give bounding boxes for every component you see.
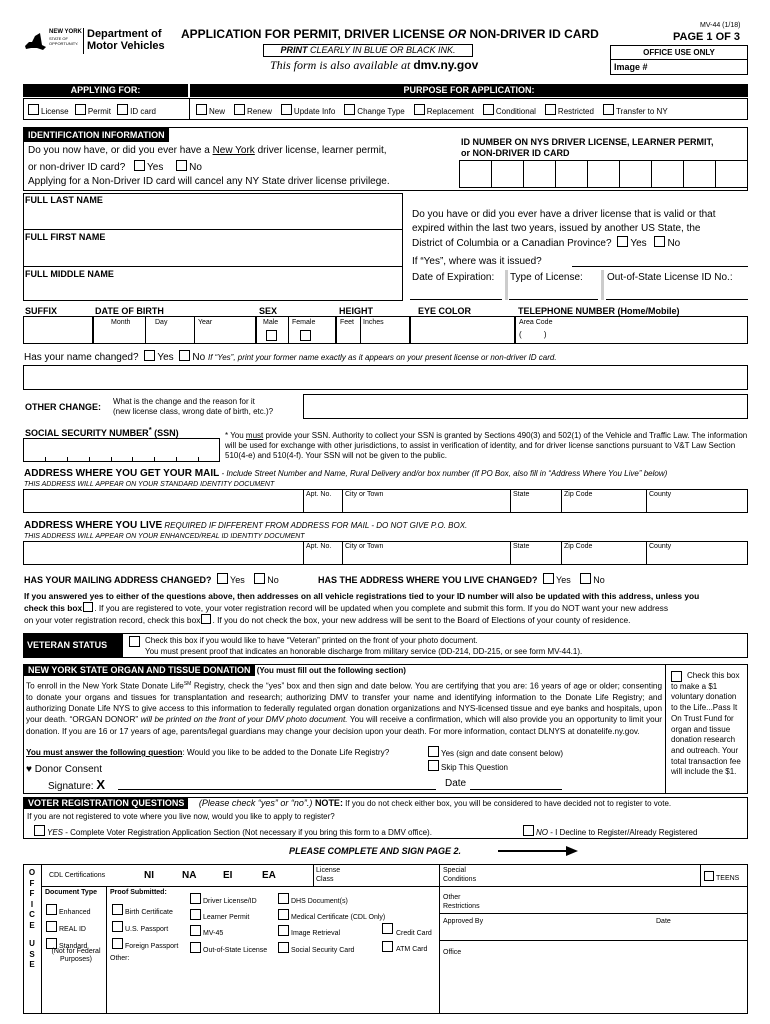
height-label: HEIGHT: [339, 306, 374, 316]
mailing-changed-question: HAS YOUR MAILING ADDRESS CHANGED?: [24, 575, 212, 585]
suffix-field[interactable]: [23, 316, 93, 344]
purpose-conditional-checkbox[interactable]: Conditional: [483, 104, 536, 116]
mail-address-field[interactable]: [23, 489, 748, 513]
nys-license-question-2: or non-driver ID card?: [28, 162, 126, 173]
office-use-letter: E: [29, 920, 35, 930]
ssn-digit-ticks: [23, 438, 220, 462]
approved-by-label: Approved By: [443, 918, 484, 925]
veteran-line-2: You must present proof that indicates an honorable discharge from military service (DD-214, DD-215, or see form MV-44.1).: [145, 647, 583, 656]
other-proof-label: Other:: [110, 955, 130, 962]
form-title: APPLICATION FOR PERMIT, DRIVER LICENSE OR NON-DRIVER ID CARD: [181, 27, 599, 41]
credit-card-checkbox[interactable]: [382, 923, 393, 934]
foreign-passport-checkbox[interactable]: Foreign Passport: [112, 943, 178, 950]
first-name-label: FULL FIRST NAME: [25, 232, 106, 242]
veteran-title: VETERAN STATUS: [24, 634, 123, 657]
date-label: Date: [445, 778, 467, 789]
purpose-transfer-checkbox[interactable]: Transfer to NY: [603, 104, 668, 116]
where-issued-label: If “Yes”, where was it issued?: [412, 256, 542, 267]
cdl-na: NA: [182, 870, 197, 881]
mv45-checkbox[interactable]: MV-45: [190, 930, 223, 937]
donation-side-line: organ and tissue: [671, 724, 731, 734]
heart-icon: ♥: [26, 764, 32, 775]
mail-county-label: County: [649, 491, 672, 498]
name-changed-no-checkbox[interactable]: No: [179, 352, 205, 363]
ssn-tick: [132, 457, 133, 462]
office-use-vertical: [23, 868, 41, 971]
live-zip-label: Zip Code: [564, 543, 593, 550]
live-changed-question: HAS THE ADDRESS WHERE YOU LIVE CHANGED?: [318, 575, 538, 585]
sex-male-label: Male: [263, 319, 279, 326]
area-code-parens: ( ): [519, 330, 547, 339]
dob-month-label: Month: [111, 319, 131, 326]
height-feet-label: Feet: [340, 319, 355, 326]
page-number: PAGE 1 OF 3: [673, 31, 741, 43]
area-code-label: Area Code: [519, 319, 553, 326]
ssn-note: * You must provide your SSN. Authority to collect your SSN is granted by Sections 490(3) and 502(1) of the Vehicle and Traffic Law. The information will be used for exchange with other jurisdictions, to assist in verification of identity, and for driver license sanctions pursuant to V&T Law Section 510(4-e) and 510(4-f). Your SSN will not be given to the public.: [225, 431, 748, 460]
purpose-change-type-checkbox[interactable]: Change Type: [344, 104, 404, 116]
dl-id-checkbox[interactable]: Driver License/ID: [190, 898, 257, 905]
dept-label-1: Department of: [87, 28, 162, 40]
office-label: Office: [443, 949, 462, 956]
name-changed-note: If “Yes”, print your former name exactly as it appears on your present license or non-driver ID card.: [208, 353, 557, 362]
dhs-doc-checkbox[interactable]: DHS Document(s): [278, 898, 348, 905]
donation-side-line: donation research: [671, 735, 736, 745]
mail-apt-label: Apt. No.: [306, 491, 332, 498]
donation-side-line: Check this box: [687, 671, 740, 680]
other-change-q1: What is the change and the reason for it: [113, 397, 255, 406]
id-number-field[interactable]: [459, 160, 748, 188]
organ-date-field[interactable]: [470, 789, 562, 790]
name-changed-yes-checkbox[interactable]: Yes: [144, 352, 173, 363]
where-issued-field[interactable]: [572, 266, 748, 267]
organ-title: NEW YORK STATE ORGAN AND TISSUE DONATION (You must fill out the following section): [24, 665, 406, 675]
office-use-letter: F: [29, 878, 35, 888]
arrow-right-icon: [498, 846, 578, 856]
enhanced-checkbox[interactable]: Enhanced: [46, 909, 91, 916]
middle-name-label: FULL MIDDLE NAME: [25, 269, 114, 279]
realid-checkbox[interactable]: REAL ID: [46, 926, 86, 933]
office-use-letter: O: [28, 868, 36, 877]
office-use-letter: I: [30, 899, 34, 909]
former-name-field[interactable]: [23, 365, 748, 390]
ss-card-checkbox[interactable]: Social Security Card: [278, 947, 354, 954]
doc-type-label: Document Type: [45, 889, 97, 896]
last-name-field[interactable]: [24, 206, 402, 228]
special-cond-label: Special Conditions: [443, 867, 477, 883]
voter-question: If you are not registered to vote where you live now, would you like to apply to register?: [27, 812, 335, 821]
other-license-question: Do you have or did you ever have a driver license that is valid or that expired within the last two years, issued by another US State, the District of Columbia or a Canadian Province? Yes No: [412, 209, 716, 249]
oos-license-label: Out-of-State License ID No.:: [607, 272, 733, 283]
mail-zip-label: Zip Code: [564, 491, 593, 498]
first-name-field[interactable]: [24, 243, 402, 265]
ssn-tick: [111, 457, 112, 462]
id-number-label-1: ID NUMBER ON NYS DRIVER LICENSE, LEARNER PERMIT,: [461, 137, 714, 147]
phone-label: TELEPHONE NUMBER (Home/Mobile): [518, 306, 680, 316]
mail-address-heading: ADDRESS WHERE YOU GET YOUR MAIL - Include Street Number and Name, Rural Delivery and/or box number (If PO Box, also fill in “Address Where You Live” below): [24, 468, 668, 479]
voter-no-checkbox[interactable]: NO - I Decline to Register/Already Registered: [523, 828, 697, 837]
office-use-letter: U: [29, 939, 35, 948]
sex-female-checkbox[interactable]: [300, 330, 311, 341]
other-restrictions-label: Other Restrictions: [443, 894, 480, 910]
complete-page2-note: PLEASE COMPLETE AND SIGN PAGE 2.: [289, 846, 462, 856]
skip-registration-update-checkbox[interactable]: [83, 602, 93, 612]
donation-side-line: voluntary donation: [671, 692, 737, 702]
other-license-no-checkbox[interactable]: No: [654, 238, 680, 249]
skip-voter-update-checkbox[interactable]: [201, 614, 211, 624]
id-number-label-2: or NON-DRIVER ID CARD: [461, 148, 570, 158]
eye-color-field[interactable]: [410, 316, 515, 344]
address-change-notice: If you answered yes to either of the questions above, then addresses on all vehicle registrations tied to your ID number will also be updated with this address, unless you check this box . If you are registered to vote, your voter registration record will be updated when you complete and submit this form. If you do NOT want your new address on your voter registration record, check this box . If you do not check the box, your new address will be sent to the Board of Elections of your county of residence.: [24, 591, 700, 625]
learner-permit-checkbox[interactable]: Learner Permit: [190, 914, 249, 921]
dob-day-label: Day: [155, 319, 168, 326]
donor-consent-label: ♥ Donor Consent: [26, 764, 102, 775]
print-instruction: PRINT CLEARLY IN BLUE OR BLACK INK.: [263, 44, 473, 57]
office-use-letter: E: [29, 960, 35, 969]
signature-field[interactable]: [118, 789, 436, 790]
other-change-label: OTHER CHANGE:: [25, 402, 101, 412]
approved-date-label: Date: [656, 918, 671, 925]
donation-side-line: and outreach. Your: [671, 745, 739, 755]
license-type-field[interactable]: [509, 299, 598, 300]
ssn-label: SOCIAL SECURITY NUMBER* (SSN): [25, 425, 179, 438]
proof-label: Proof Submitted:: [110, 889, 167, 896]
eye-color-label: EYE COLOR: [418, 306, 472, 316]
expiration-label: Date of Expiration:: [412, 272, 495, 283]
image-retrieval-checkbox[interactable]: Image Retrieval: [278, 930, 340, 937]
live-changed-no-checkbox[interactable]: No: [580, 575, 605, 585]
sex-female-label: Female: [292, 319, 316, 326]
donation-side-line: to the Life...Pass It: [671, 703, 738, 713]
live-apt-label: Apt. No.: [306, 543, 332, 550]
id-card-checkbox[interactable]: ID card: [117, 107, 156, 116]
purpose-update-checkbox[interactable]: Update Info: [281, 104, 335, 116]
nys-license-yes-checkbox[interactable]: Yes: [134, 162, 163, 173]
live-city-label: City or Town: [345, 543, 384, 550]
license-type-label: Type of License:: [510, 272, 583, 283]
purpose-bar: PURPOSE FOR APPLICATION:: [190, 84, 748, 97]
mail-state-label: State: [513, 491, 530, 498]
atm-card-label: ATM Card: [396, 946, 428, 953]
office-use-letter: [23, 931, 41, 939]
office-use-box: OFFICE USE ONLY Image #: [610, 45, 748, 75]
cdl-ea: EA: [262, 870, 276, 881]
other-change-field[interactable]: [303, 394, 748, 419]
cdl-ei: EI: [223, 870, 233, 881]
nys-license-no-checkbox[interactable]: No: [176, 162, 202, 173]
donation-side-line: to make a $1: [671, 681, 718, 691]
sex-label: SEX: [259, 306, 278, 316]
mailing-changed-yes-checkbox[interactable]: Yes: [217, 575, 245, 585]
credit-card-label: Credit Card: [396, 930, 432, 937]
voter-heading: VOTER REGISTRATION QUESTIONS (Please check “yes” or “no”.) NOTE: If you do not check either box, you will be considered to have decided not to register to vote.: [24, 798, 671, 808]
purpose-replacement-checkbox[interactable]: Replacement: [414, 104, 474, 116]
oos-license-field[interactable]: [606, 299, 748, 300]
dob-label: DATE OF BIRTH: [95, 306, 164, 316]
atm-card-checkbox[interactable]: [382, 941, 393, 952]
ssn-tick: [154, 457, 155, 462]
standard-checkbox[interactable]: Standard: [46, 943, 87, 950]
ny-state-map-icon: [23, 30, 47, 54]
dmv-logo: [23, 28, 173, 58]
office-use-letter: F: [29, 889, 35, 898]
mail-city-label: City or Town: [345, 491, 384, 498]
cdl-cert-label: CDL Certifications: [49, 872, 106, 879]
last-name-label: FULL LAST NAME: [25, 195, 103, 205]
donation-side-line: On Trust Fund for: [671, 713, 734, 723]
oos-license-checkbox[interactable]: Out-of-State License: [190, 947, 267, 954]
ssn-tick: [67, 457, 68, 462]
veteran-line-1: Check this box if you would like to have “Veteran” printed on the front of your photo document.: [145, 636, 478, 645]
height-inches-label: Inches: [363, 319, 384, 326]
live-address-heading: ADDRESS WHERE YOU LIVE REQUIRED IF DIFFERENT FROM ADDRESS FOR MAIL - DO NOT GIVE P.O. BOX.: [24, 520, 468, 531]
permit-checkbox[interactable]: Permit: [75, 107, 111, 116]
purpose-renew-checkbox[interactable]: Renew: [234, 104, 272, 116]
ssn-tick: [176, 457, 177, 462]
ny-state-sub: STATE OF OPPORTUNITY.: [49, 36, 79, 46]
organ-question: : Would you like to be added to the Donate Life Registry?: [182, 748, 390, 757]
us-passport-checkbox[interactable]: U.S. Passport: [112, 926, 168, 933]
purpose-new-checkbox[interactable]: New: [196, 104, 225, 116]
organ-paragraph: To enroll in the New York State Donate Life℠ Registry, check the “yes” box and then sign and date below. You are certifying that you are: 16 years of age or older; consenting to donate your organs and tissues for transplantation and research; authorizing DMV to transfer your name and identifying information to the Donate Life Registry; and authorizing Donate Life NYS to give access to this information to federally regulated organ donation organizations and NYS-licensed tissue and eye banks and hospitals, upon your death. “ORGAN DONOR” will be printed on the front of your DMV photo document. You will receive a confirmation, which will also provide you an opportunity to limit your donation. If you are 16 or 17 years of age, parents/legal guardians may change your decision upon your death. For more information, contact DLNYS at donatelife.ny.gov.: [26, 681, 662, 736]
live-address-sub: THIS ADDRESS WILL APPEAR ON YOUR ENHANCED/REAL ID IDENTITY DOCUMENT: [24, 533, 305, 540]
live-county-label: County: [649, 543, 672, 550]
middle-name-field[interactable]: [24, 280, 402, 300]
voter-yes-checkbox[interactable]: YES - Complete Voter Registration Application Section (Not necessary if you bring this form to a DMV office).: [34, 828, 432, 837]
organ-skip-checkbox[interactable]: Skip This Question: [428, 763, 508, 772]
live-changed-yes-checkbox[interactable]: Yes: [543, 575, 571, 585]
other-license-yes-checkbox[interactable]: Yes: [617, 238, 646, 249]
applying-for-bar: APPLYING FOR:: [23, 84, 188, 97]
cdl-ni: NI: [144, 870, 154, 881]
suffix-label: SUFFIX: [25, 306, 58, 316]
veteran-checkbox[interactable]: [129, 636, 140, 647]
teens-checkbox[interactable]: TEENS: [704, 875, 739, 882]
live-state-label: State: [513, 543, 530, 550]
other-change-q2: (new license class, wrong date of birth, etc.)?: [113, 407, 274, 416]
donation-side-line: will include the $1.: [671, 767, 737, 777]
sex-male-checkbox[interactable]: [266, 330, 277, 341]
nys-license-question: Do you now have, or did you ever have a New York driver license, learner permit,: [28, 145, 387, 156]
medical-cert-checkbox[interactable]: Medical Certificate (CDL Only): [278, 914, 385, 921]
donation-side-line: total transaction fee: [671, 756, 741, 766]
ny-state-label: NEW YORK: [49, 29, 82, 35]
office-use-letter: S: [29, 949, 35, 959]
ssn-tick: [198, 457, 199, 462]
name-changed-question: Has your name changed?: [24, 352, 139, 363]
not-federal-label: (Not for Federal Purposes): [51, 948, 101, 963]
image-number-field[interactable]: Image #: [614, 62, 648, 72]
ssn-tick: [89, 457, 90, 462]
purpose-restricted-checkbox[interactable]: Restricted: [545, 104, 594, 116]
license-checkbox[interactable]: License: [28, 107, 69, 116]
license-class-label: License Class: [316, 867, 341, 883]
birth-cert-checkbox[interactable]: Birth Certificate: [112, 909, 173, 916]
signature-label: Signature: X: [48, 777, 106, 792]
form-number: MV-44 (1/18): [700, 22, 741, 29]
expiration-field[interactable]: [410, 299, 502, 300]
identification-title: IDENTIFICATION INFORMATION: [24, 128, 169, 142]
organ-yes-checkbox[interactable]: Yes (sign and date consent below): [428, 749, 563, 758]
mail-address-sub: THIS ADDRESS WILL APPEAR ON YOUR STANDARD IDENTITY DOCUMENT: [24, 481, 275, 488]
dob-year-label: Year: [198, 319, 213, 326]
non-driver-note: Applying for a Non-Driver ID card will cancel any NY State driver license privilege.: [28, 176, 390, 187]
dept-label-2: Motor Vehicles: [87, 40, 165, 52]
organ-question-label: You must answer the following question: [26, 748, 183, 757]
availability-note: This form is also available at dmv.ny.gov: [270, 58, 479, 72]
ssn-tick: [45, 457, 46, 462]
mailing-changed-no-checkbox[interactable]: No: [254, 575, 279, 585]
office-use-letter: C: [29, 910, 35, 919]
donation-side-note: [671, 671, 747, 778]
live-address-field[interactable]: [23, 541, 748, 565]
